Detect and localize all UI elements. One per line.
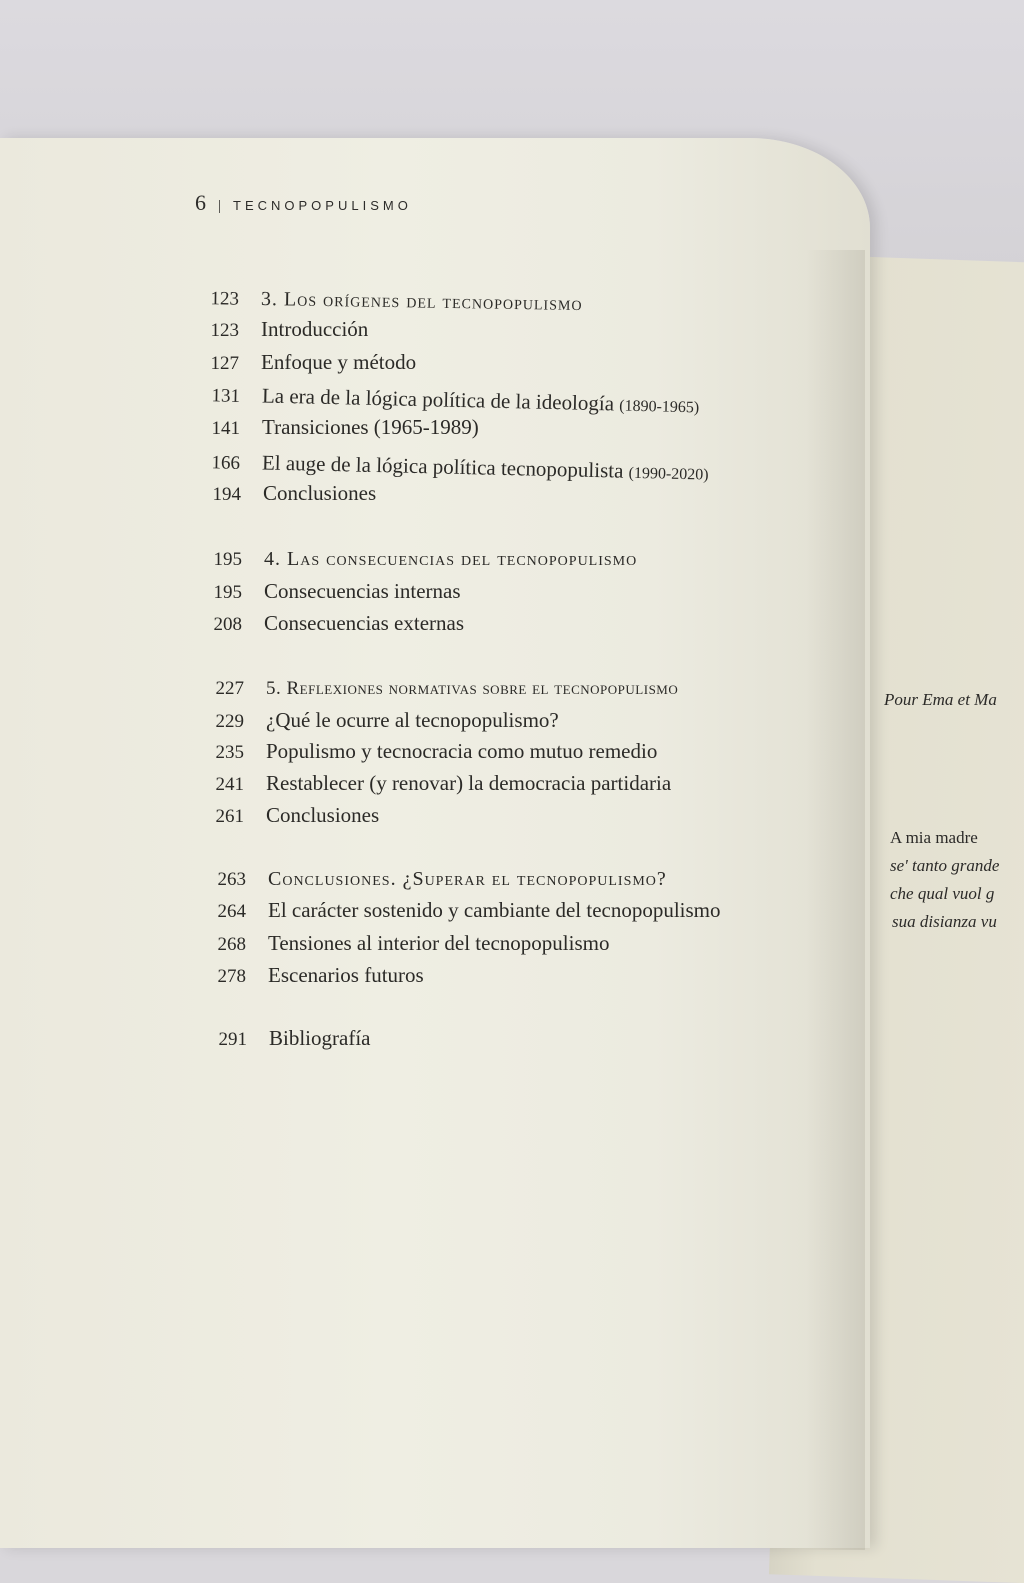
toc-entry	[204, 931, 609, 956]
toc-entry	[204, 963, 424, 988]
toc-entry	[205, 1026, 370, 1051]
toc-title: Conclusiones. ¿Superar el tecnopopulismo?	[268, 868, 667, 890]
verse-line: sua disianza vu	[892, 912, 997, 931]
toc-page-number: 227	[215, 678, 244, 699]
toc-title: Bibliografía	[269, 1026, 371, 1050]
book-title: TECNOPOPULISMO	[233, 198, 412, 213]
toc-page-number: 268	[217, 934, 246, 955]
running-head	[195, 190, 412, 216]
toc-page-number: 261	[215, 806, 244, 827]
toc-page-number: 166	[211, 452, 241, 474]
toc-page-number: 235	[215, 742, 244, 763]
toc-title: El carácter sostenido y cambiante del tecnopopulismo	[268, 898, 721, 922]
toc-title: Enfoque y método	[261, 350, 417, 374]
toc-title: 5. Reflexiones normativas sobre el tecnopopulismo	[266, 678, 679, 699]
toc-page-number: 127	[210, 353, 239, 374]
toc-title: La era de la lógica política de la ideología (1890-1965)	[261, 383, 700, 417]
separator: |	[218, 198, 222, 214]
toc-entry	[200, 579, 461, 604]
toc-page-number: 123	[210, 288, 240, 310]
toc-page-number: 264	[217, 901, 246, 922]
toc-page-number: 194	[212, 484, 241, 505]
toc-page-number: 195	[213, 549, 242, 570]
toc-page-number: 141	[211, 418, 240, 439]
toc-title: El auge de la lógica política tecnopopulista (1990-2020)	[261, 450, 709, 484]
page-number: 6	[195, 190, 206, 215]
dedication-line: Pour Ema et Ma	[884, 690, 997, 709]
toc-entry	[204, 898, 721, 923]
toc-entry	[202, 739, 657, 764]
toc-page-number: 195	[213, 582, 242, 603]
book-page	[0, 138, 870, 1548]
toc-title: Escenarios futuros	[268, 963, 424, 987]
toc-entry	[202, 708, 559, 733]
page-curl-shadow	[805, 250, 865, 1550]
toc-page-number: 123	[210, 320, 239, 341]
toc-entry	[199, 481, 376, 506]
toc-title: Conclusiones	[266, 803, 380, 827]
toc-entry	[197, 350, 416, 375]
toc-title: Consecuencias internas	[264, 579, 461, 603]
toc-page-number: 241	[215, 774, 244, 795]
toc-entry	[202, 771, 671, 796]
toc-title: Populismo y tecnocracia como mutuo remedio	[266, 739, 658, 763]
toc-page-number: 229	[215, 711, 244, 732]
toc-title: 4. Las consecuencias del tecnopopulismo	[264, 548, 638, 570]
toc-title: Transiciones (1965-1989)	[262, 415, 479, 439]
toc-title: 3. Los orígenes del tecnopopulismo	[260, 288, 583, 316]
toc-page-number: 291	[218, 1029, 247, 1050]
toc-chapter	[200, 548, 637, 571]
toc-entry	[200, 611, 464, 636]
toc-chapter	[204, 868, 667, 891]
toc-page-number: 208	[213, 614, 242, 635]
toc-chapter	[202, 678, 678, 700]
toc-title: Conclusiones	[263, 481, 377, 505]
verse-line: che qual vuol g	[890, 884, 995, 903]
verse-line: se' tanto grande	[890, 856, 1000, 875]
toc-entry	[202, 803, 379, 828]
toc-entry	[197, 317, 368, 342]
toc-page-number: 278	[217, 966, 246, 987]
toc-page-number: 131	[211, 385, 241, 407]
toc-page-number: 263	[217, 869, 246, 890]
toc-title: Consecuencias externas	[264, 611, 465, 635]
toc-title: Restablecer (y renovar) la democracia partidaria	[266, 771, 672, 795]
toc-title: Tensiones al interior del tecnopopulismo	[268, 931, 610, 955]
toc-title: ¿Qué le ocurre al tecnopopulismo?	[266, 708, 559, 732]
toc-title: Introducción	[261, 317, 369, 341]
toc-entry	[198, 415, 479, 440]
dedication-line: A mia madre	[890, 828, 978, 847]
